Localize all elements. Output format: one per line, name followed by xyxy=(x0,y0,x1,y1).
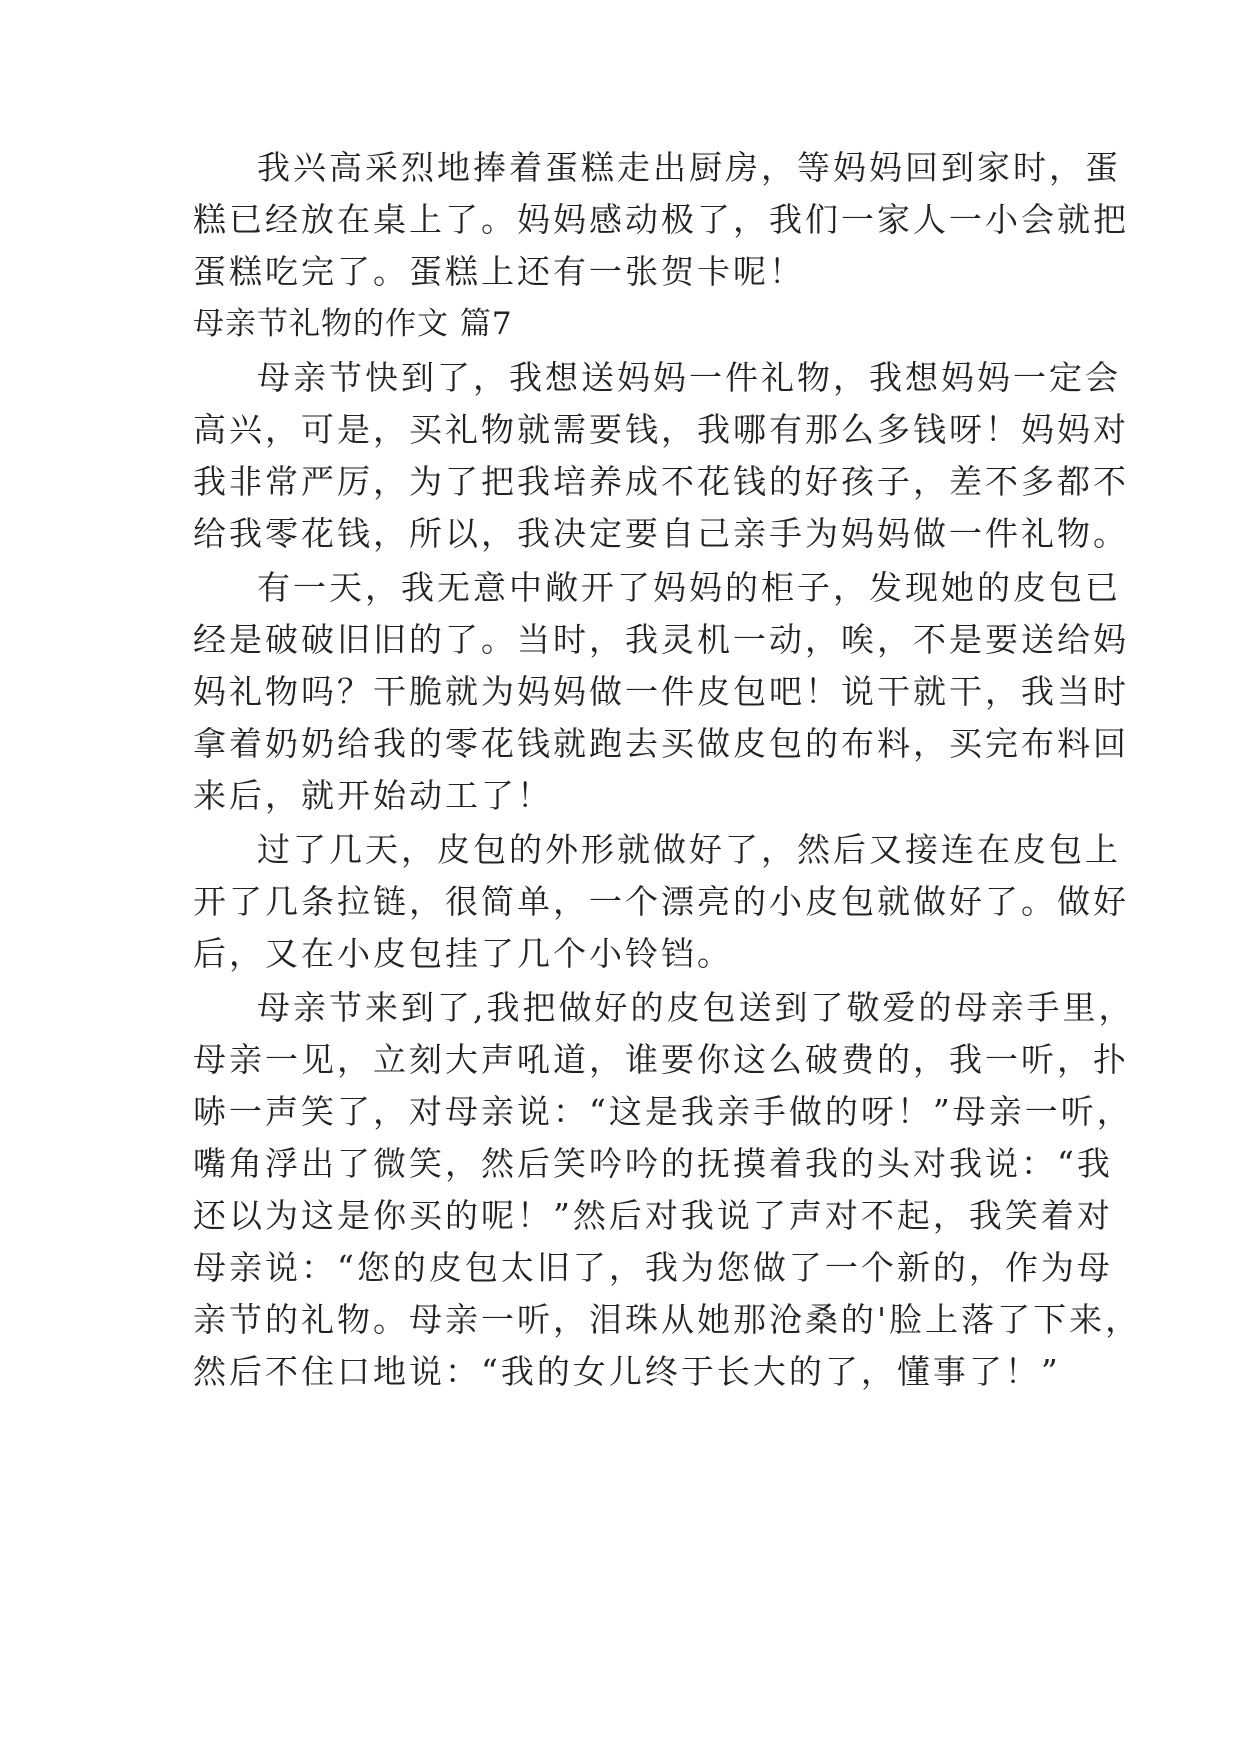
paragraph-line: 开了几条拉链，很简单，一个漂亮的小皮包就做好了。做好 xyxy=(193,882,1129,921)
paragraph-line: 我兴高采烈地捧着蛋糕走出厨房，等妈妈回到家时，蛋 xyxy=(257,148,1121,187)
paragraph-line: 过了几天，皮包的外形就做好了，然后又接连在皮包上 xyxy=(257,830,1121,869)
paragraph-line: 然后不住口地说：“我的女儿终于长大的了，懂事了！” xyxy=(193,1352,1061,1391)
paragraph-line: 母亲节来到了,我把做好的皮包送到了敬爱的母亲手里， xyxy=(257,988,1135,1027)
paragraph-line: 蛋糕吃完了。蛋糕上还有一张贺卡呢！ xyxy=(193,252,805,291)
paragraph-line: 妈礼物吗？干脆就为妈妈做一件皮包吧！说干就干，我当时 xyxy=(193,672,1129,711)
paragraph-line: 给我零花钱，所以，我决定要自己亲手为妈妈做一件礼物。 xyxy=(193,514,1129,553)
paragraph-line: 糕已经放在桌上了。妈妈感动极了，我们一家人一小会就把 xyxy=(193,200,1129,239)
paragraph-line: 母亲节快到了，我想送妈妈一件礼物，我想妈妈一定会 xyxy=(257,358,1121,397)
paragraph-line: 还以为这是你买的呢！”然后对我说了声对不起，我笑着对 xyxy=(193,1196,1113,1235)
paragraph-line: 哧一声笑了，对母亲说：“这是我亲手做的呀！”母亲一听， xyxy=(193,1092,1133,1131)
paragraph-line: 拿着奶奶给我的零花钱就跑去买做皮包的布料，买完布料回 xyxy=(193,724,1129,763)
paragraph-line: 我非常严厉，为了把我培养成不花钱的好孩子，差不多都不 xyxy=(193,462,1129,501)
paragraph-line: 经是破破旧旧的了。当时，我灵机一动，唉，不是要送给妈 xyxy=(193,620,1129,659)
paragraph-line: 后，又在小皮包挂了几个小铃铛。 xyxy=(193,934,733,973)
paragraph-line: 母亲说：“您的皮包太旧了，我为您做了一个新的，作为母 xyxy=(193,1248,1113,1287)
paragraph-line: 高兴，可是，买礼物就需要钱，我哪有那么多钱呀！妈妈对 xyxy=(193,410,1129,449)
paragraph-line: 亲节的礼物。母亲一听，泪珠从她那沧桑的'脸上落了下来， xyxy=(193,1300,1142,1339)
paragraph-line: 有一天，我无意中敞开了妈妈的柜子，发现她的皮包已 xyxy=(257,568,1121,607)
section-heading: 母亲节礼物的作文 篇7 xyxy=(193,306,513,342)
paragraph-line: 来后，就开始动工了！ xyxy=(193,776,553,815)
paragraph-line: 母亲一见，立刻大声吼道，谁要你这么破费的，我一听，扑 xyxy=(193,1040,1129,1079)
paragraph-line: 嘴角浮出了微笑，然后笑吟吟的抚摸着我的头对我说：“我 xyxy=(193,1144,1113,1183)
